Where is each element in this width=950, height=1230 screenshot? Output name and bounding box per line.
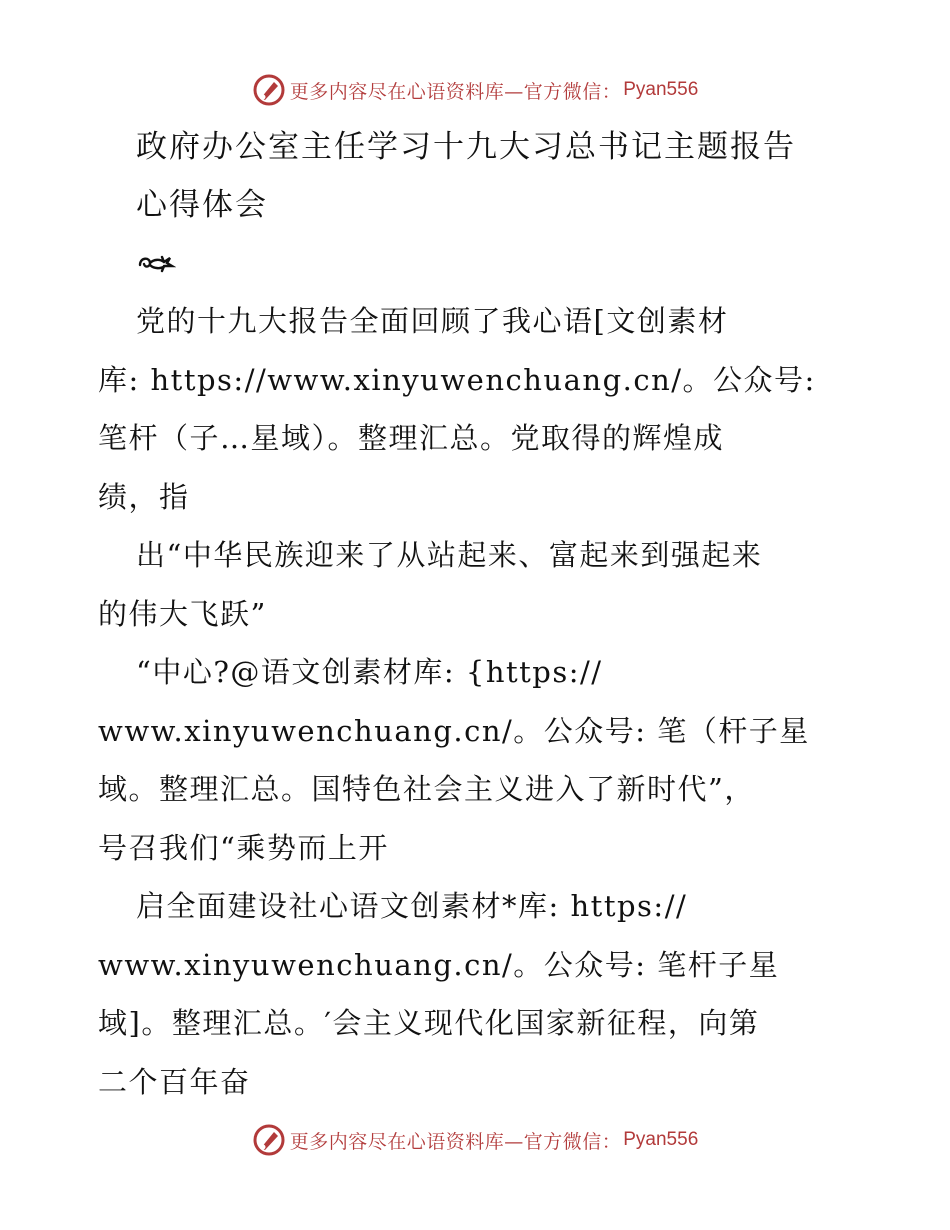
text-line: 启全面建设社心语文创素材*库: https:// <box>136 889 688 923</box>
banner-brand <box>252 73 699 107</box>
page-footer-banner <box>0 1120 950 1160</box>
banner-handle: Pyan556 <box>623 1129 699 1150</box>
text-line: 域]。整理汇总。′会主义现代化国家新征程，向第 <box>98 1006 760 1040</box>
paragraph-2 <box>98 526 858 643</box>
banner-text: 更多内容尽在心语资料库—官方微信： <box>289 1130 622 1153</box>
text-line: 号召我们“乘势而上开 <box>98 830 389 865</box>
pen-nib-logo-icon <box>252 73 286 107</box>
text-line: 绩，指 <box>98 479 190 514</box>
text-line: 笔杆（子…星域）。整理汇总。党取得的辉煌成 <box>98 421 725 455</box>
paragraph-4 <box>98 877 858 1111</box>
banner-brand <box>252 1123 699 1157</box>
banner-text: 更多内容尽在心语资料库—官方微信： <box>289 80 622 103</box>
banner-handle: Pyan556 <box>623 79 699 100</box>
document-body <box>98 118 858 1111</box>
pen-nib-logo-icon <box>252 1123 286 1157</box>
text-line: 出“中华民族迎来了从站起来、富起来到强起来 <box>136 538 763 572</box>
text-line: “中心?@语文创素材库: {https:// <box>136 655 603 689</box>
text-line: 域。整理汇总。国特色社会主义进入了新时代”， <box>98 772 755 806</box>
text-line: 的伟大飞跃” <box>98 596 267 631</box>
paragraph-3 <box>98 643 858 877</box>
text-line: www.xinyuwenchuang.cn/。公众号: 笔（杆子星 <box>98 713 810 748</box>
fleuron-ornament-icon <box>136 251 176 275</box>
ornament <box>98 234 858 292</box>
title-line-1: 政府办公室主任学习十九大习总书记主题报告 <box>136 129 796 165</box>
paragraph-1 <box>98 292 858 526</box>
page-header-banner <box>0 70 950 110</box>
text-line: www.xinyuwenchuang.cn/。公众号: 笔杆子星 <box>98 947 780 982</box>
text-line: 党的十九大报告全面回顾了我心语[文创素材 <box>136 304 729 338</box>
text-line: 二个百年奋 <box>98 1064 251 1099</box>
document-title <box>98 118 858 234</box>
title-line-2: 心得体会 <box>136 187 268 223</box>
text-line: 库: https://www.xinyuwenchuang.cn/。公众号: <box>98 362 816 397</box>
